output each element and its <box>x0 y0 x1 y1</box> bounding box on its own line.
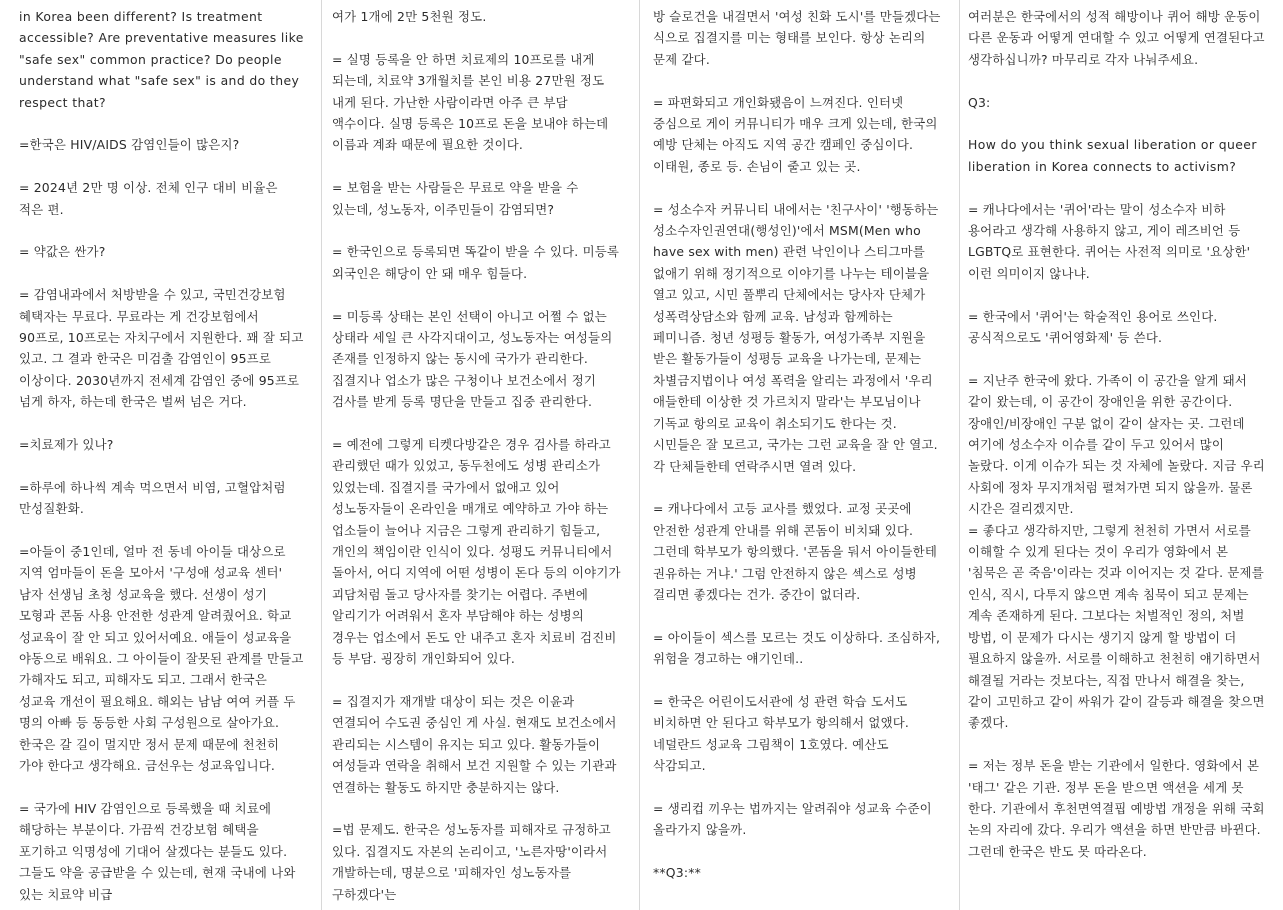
paragraph: = 저는 정부 돈을 받는 기관에서 일한다. 영화에서 본 '태그' 같은 기관. 정부 돈을 받으면 액션을 세게 못 한다. 기관에서 후천면역결핍 예방법 개정을 위해 국회 논의 자리에 갔다. 우리가 액션을 하면 반만큼 바뀐다. 그런데 한국은 반도 못 따라온다. <box>968 758 1265 859</box>
paragraph: = 캐나다에서는 '퀴어'라는 말이 성소수자 비하 용어라고 생각해 사용하지 않고, 게이 레즈비언 등 LGBTQ로 표현한다. 퀴어는 사전적 의미로 '요상한' 이런 의미이지 않나냐. <box>968 201 1251 281</box>
text-column-3 <box>640 0 960 910</box>
paragraph: =한국은 HIV/AIDS 감염인들이 많은지? <box>19 137 240 153</box>
paragraph: = 예전에 그렇게 티켓다방같은 경우 검사를 하라고 관리했던 때가 있었고, 동두천에도 성병 관리소가 있었는데. 집결지를 국가에서 없애고 있어 성노동자들이 온라인을 매개로 예약하고 가야 하는 업소들이 늘어나 지금은 그렇게 관리하기 힘들고, 개인의 책임이란 인식이 있다. 성평도 커뮤니티에서 돌아서, 어디 지역에 어떤 성병이 돈다 등의 이야기가 괴담처럼 돌고 당사자를 찾기는 어렵다. 주변에 알리기가 어려워서 혼자 부담해야 하는 성병의 경우는 업소에서 돈도 안 내주고 혼자 치료비 검진비 등 부담. 굉장히 개인화되어 있다. <box>332 437 621 667</box>
paragraph: 여러분은 한국에서의 성적 해방이나 퀴어 해방 운동이 다른 운동과 어떻게 연대할 수 있고 어떻게 연결된다고 생각하십니까? 마무리로 각자 나눠주세요. <box>968 9 1265 67</box>
paragraph: Q3: <box>968 94 991 110</box>
paragraph: in Korea been different? Is treatment accessible? Are preventative measures like "safe sex" common practice? Do people understand what "safe sex" is and do they respect that? <box>19 9 304 110</box>
paragraph: = 실명 등록을 안 하면 치료제의 10프로를 내게 되는데, 치료약 3개월치를 본인 비용 27만원 정도 내게 된다. 가난한 사람이라면 아주 큰 부담 액수이다. 실명 등록은 10프로 돈을 보내야 하는데 이름과 계좌 때문에 필요한 것이다. <box>332 51 609 153</box>
paragraph: How do you think sexual liberation or queer liberation in Korea connects to activism? <box>968 137 1257 174</box>
paragraph: = 집결지가 재개발 대상이 되는 것은 이윤과 연결되어 수도권 중심인 게 사실. 현재도 보건소에서 관리되는 시스템이 유지는 되고 있다. 활동가들이 여성들과 연락을 취해서 보건 지원할 수 있는 기관과 연결하는 활동도 하지만 충분하지는 않다. <box>332 693 617 795</box>
paragraph: 방 슬로건을 내걸면서 '여성 친화 도시'를 만들겠다는 식으로 집결지를 미는 형태를 보인다. 항상 논리의 문제 같다. <box>653 9 941 67</box>
paragraph: = 한국은 어린이도서관에 성 관련 학습 도서도 비치하면 안 된다고 학부모가 항의해서 없앴다. 네덜란드 성교육 그림책이 1호였다. 예산도 삭감되고. <box>653 693 910 774</box>
text-column-4 <box>960 0 1283 910</box>
paragraph: 여가 1개에 2만 5천원 정도. <box>332 9 487 24</box>
paragraph: = 지난주 한국에 왔다. 가족이 이 공간을 알게 돼서 같이 왔는데, 이 공간이 장애인을 위한 공간이다. 장애인/비장애인 구분 없이 같이 살자는 곳. 그런데 여기에 성소수자 이슈를 같이 두고 있어서 많이 놀랐다. 이게 이슈가 되는 것 자체에 놀랐다. 지금 우리 사회에 정차 무지개처럼 펼쳐가면 되지 않을까. 물론 시간은 걸리겠지만. = 좋다고 생각하지만, 그렇게 천천히 가면서 서로를 이해할 수 있게 된다는 것이 우리가 영화에서 본 '침묵은 곧 죽음'이라는 것과 이어지는 것 같다. 문제를 인식, 직시, 다투지 않으면 계속 침묵이 되고 문제는 계속 존재하게 된다. 그보다는 처벌적인 정의, 처벌 방법, 이 문제가 다시는 생기지 않게 할 방법이 더 필요하지 않을까. 서로를 이해하고 천천히 얘기하면서 해결될 거라는 것보다는, 직접 만나서 해결을 찾는, 같이 고민하고 같이 싸워가 같이 갈등과 해결을 찾으면 좋겠다. <box>968 372 1265 731</box>
paragraph: = 약값은 싼가? <box>19 244 106 260</box>
paragraph: =하루에 하나씩 계속 먹으면서 비염, 고혈압처럼 만성질환화. <box>19 479 286 517</box>
paragraph: = 생리컵 끼우는 법까지는 알려줘야 성교육 수준이 올라가지 않을까. <box>653 800 932 838</box>
paragraph: =치료제가 있나? <box>19 437 114 453</box>
paragraph: = 미등록 상태는 본인 선택이 아니고 어쩔 수 없는 상태라 세일 큰 사각지대이고, 성노동자는 여성들의 존재를 인정하지 않는 동시에 국가가 관리한다. 집결지나 업소가 많은 구청이나 보건소에서 정기 검사를 받게 등록 명단을 만들고 집중 관리한다. <box>332 308 613 410</box>
paragraph: =법 문제도. 한국은 성노동자를 피해자로 규정하고 있다. 집결지도 자본의 논리이고, '노른자땅'이라서 개발하는데, 명분으로 '피해자인 성노동자를 구하겠다'는 <box>332 822 611 902</box>
paragraph: = 감염내과에서 처방받을 수 있고, 국민건강보험 혜택자는 무료다. 무료라는 게 건강보험에서 90프로, 10프로는 자치구에서 지원한다. 꽤 잘 되고 있고. 그 결과 한국은 미검출 감염인이 95프로 이상이다. 2030년까지 전세계 감염인 중에 95프로 넘게 하자, 하는데 한국은 벌써 넘은 거다. <box>19 287 304 410</box>
paragraph: = 국가에 HIV 감염인으로 등록했을 때 치료에 해당하는 부분이다. 가끔씩 건강보험 혜택을 포기하고 익명성에 기대어 살겠다는 분들도 있다. 그들도 약을 공급받을 수 있는데, 현재 국내에 나와 있는 치료약 비급 <box>19 800 296 902</box>
paragraph: = 파편화되고 개인화됐음이 느껴진다. 인터넷 중심으로 게이 커뮤니티가 매우 크게 있는데, 한국의 예방 단체는 아직도 지역 공간 캠페인 중심이다. 이태원, 종로 등. 손님이 줄고 있는 곳. <box>653 94 938 174</box>
paragraph: =아들이 중1인데, 얼마 전 동네 아이들 대상으로 지역 엄마들이 돈을 모아서 '구성애 성교육 센터' 남자 선생님 초청 성교육을 했다. 선생이 성기 모형과 콘돔 사용 안전한 성관계 알려줬어요. 학교 성교육이 잘 안 되고 있어서예요. 애들이 성교육을 야동으로 배워요. 그 아이들이 잘못된 관계를 만들고 가해자도 되고, 피해자도 되고. 그래서 한국은 성교육 개선이 필요해요. 해외는 남남 여여 커플 두 명의 아빠 등 동등한 사회 구성원으로 살아가요. 한국은 갈 길이 멀지만 정서 문제 때문에 천천히 가야 한다고 생각해요. 금선우는 성교육입니다. <box>19 544 304 774</box>
text-column-2 <box>322 0 640 910</box>
text-column-1 <box>0 0 322 910</box>
paragraph: = 한국에서 '퀴어'는 학술적인 용어로 쓰인다. 공식적으로도 '퀴어영화제' 등 쓴다. <box>968 308 1218 346</box>
paragraph: **Q3:** <box>653 865 701 881</box>
paragraph: = 캐나다에서 고등 교사를 했었다. 교정 곳곳에 안전한 성관계 안내를 위해 콘돔이 비치돼 있다. 그런데 학부모가 항의했다. '콘돔을 둬서 아이들한테 권유하는 거냐.' 그럼 안전하지 않은 섹스로 성병 걸리면 좋겠다는 건가. 중간이 없더라. <box>653 501 937 602</box>
paragraph: = 아이들이 섹스를 모르는 것도 이상하다. 조심하자, 위험을 경고하는 얘기인데.. <box>653 629 941 667</box>
paragraph: = 보험을 받는 사람들은 무료로 약을 받을 수 있는데, 성노동자, 이주민들이 감염되면? <box>332 180 579 217</box>
paragraph: = 성소수자 커뮤니티 내에서는 '친구사이' '행동하는 성소수자인권연대(행성인)'에서 MSM(Men who have sex with men) 관련 낙인이나 스티그마를 없애기 위해 정기적으로 이야기를 나누는 테이블을 열고 있고, 시민 풀뿌리 단체에서는 당사자 단체가 성폭력상담소와 함께 교육. 남성과 함께하는 페미니즘. 청년 성평등 활동가, 여성가족부 지원을 받은 활동가들이 성평등 교육을 나가는데, 문제는 차별금지법이나 여성 폭력을 알리는 과정에서 '우리 애들한테 이상한 것 가르치지 말라'는 부모님이나 기독교 항의로 교육이 취소되기도 한다는 것. 시민들은 잘 모르고, 국가는 그런 교육을 잘 안 열고. 각 단체들한테 연락주시면 열려 있다. <box>653 201 939 474</box>
paragraph: = 한국인으로 등록되면 똑같이 받을 수 있다. 미등록 외국인은 해당이 안 돼 매우 힘들다. <box>332 244 620 281</box>
paragraph: = 2024년 2만 명 이상. 전체 인구 대비 비율은 적은 편. <box>19 180 278 217</box>
